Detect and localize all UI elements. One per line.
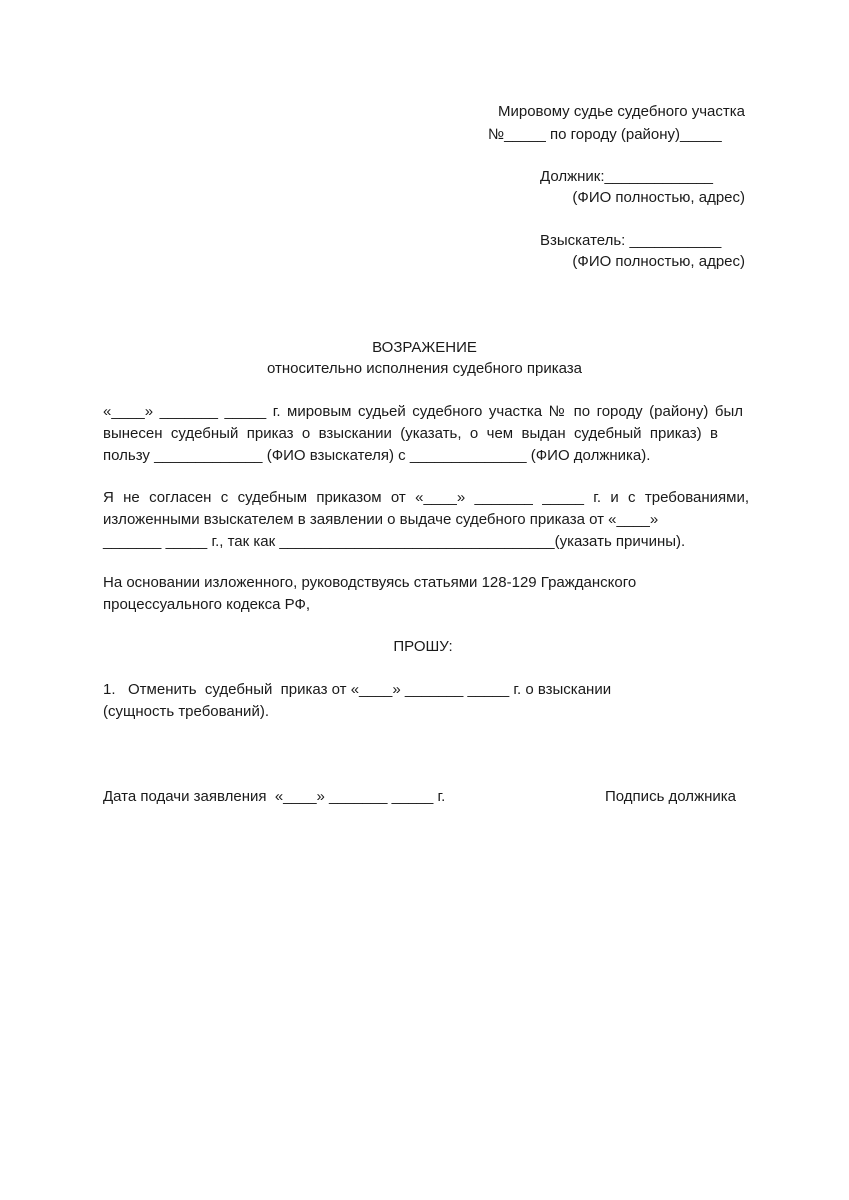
document-subtitle: относительно исполнения судебного приказа: [266, 360, 583, 377]
paragraph-1-line-2: вынесен судебный приказ о взыскании (указать, о чем выдан судебный приказ) в: [103, 425, 718, 442]
paragraph-2-line-3: _______ _____ г., так как _________________________________(указать причины).: [103, 533, 686, 550]
claimant-hint: (ФИО полностью, адрес): [572, 253, 745, 270]
paragraph-3-line-2: процессуального кодекса РФ,: [103, 596, 311, 613]
paragraph-2-line-2: изложенными взыскателем в заявлении о выдаче судебного приказа от «____»: [103, 511, 659, 528]
request-item-1-line-2: (сущность требований).: [103, 703, 269, 720]
submission-date-label: Дата подачи заявления «____» _______ _____ г.: [103, 788, 446, 805]
paragraph-1-line-1: «____» _______ _____ г. мировым судьей судебного участка № по городу (району) был: [103, 403, 743, 420]
addressee-line-1: Мировому судье судебного участка: [498, 103, 745, 120]
request-item-1-line-1: 1. Отменить судебный приказ от «____» _______ _____ г. о взыскании: [103, 681, 612, 698]
debtor-label: Должник:_____________: [540, 168, 713, 185]
debtor-signature-label: Подпись должника: [605, 788, 736, 805]
claimant-label: Взыскатель: ___________: [540, 232, 722, 249]
paragraph-1-line-3: пользу _____________ (ФИО взыскателя) с ______________ (ФИО должника).: [103, 447, 651, 464]
addressee-line-2: №_____ по городу (району)_____: [488, 126, 722, 143]
paragraph-3-line-1: На основании изложенного, руководствуясь статьями 128-129 Гражданского: [103, 574, 637, 591]
debtor-hint: (ФИО полностью, адрес): [572, 189, 745, 206]
paragraph-2-line-1: Я не согласен с судебным приказом от «____» _______ _____ г. и с требованиями,: [103, 489, 749, 506]
request-heading: ПРОШУ:: [393, 638, 453, 655]
document-title: ВОЗРАЖЕНИЕ: [372, 339, 477, 356]
